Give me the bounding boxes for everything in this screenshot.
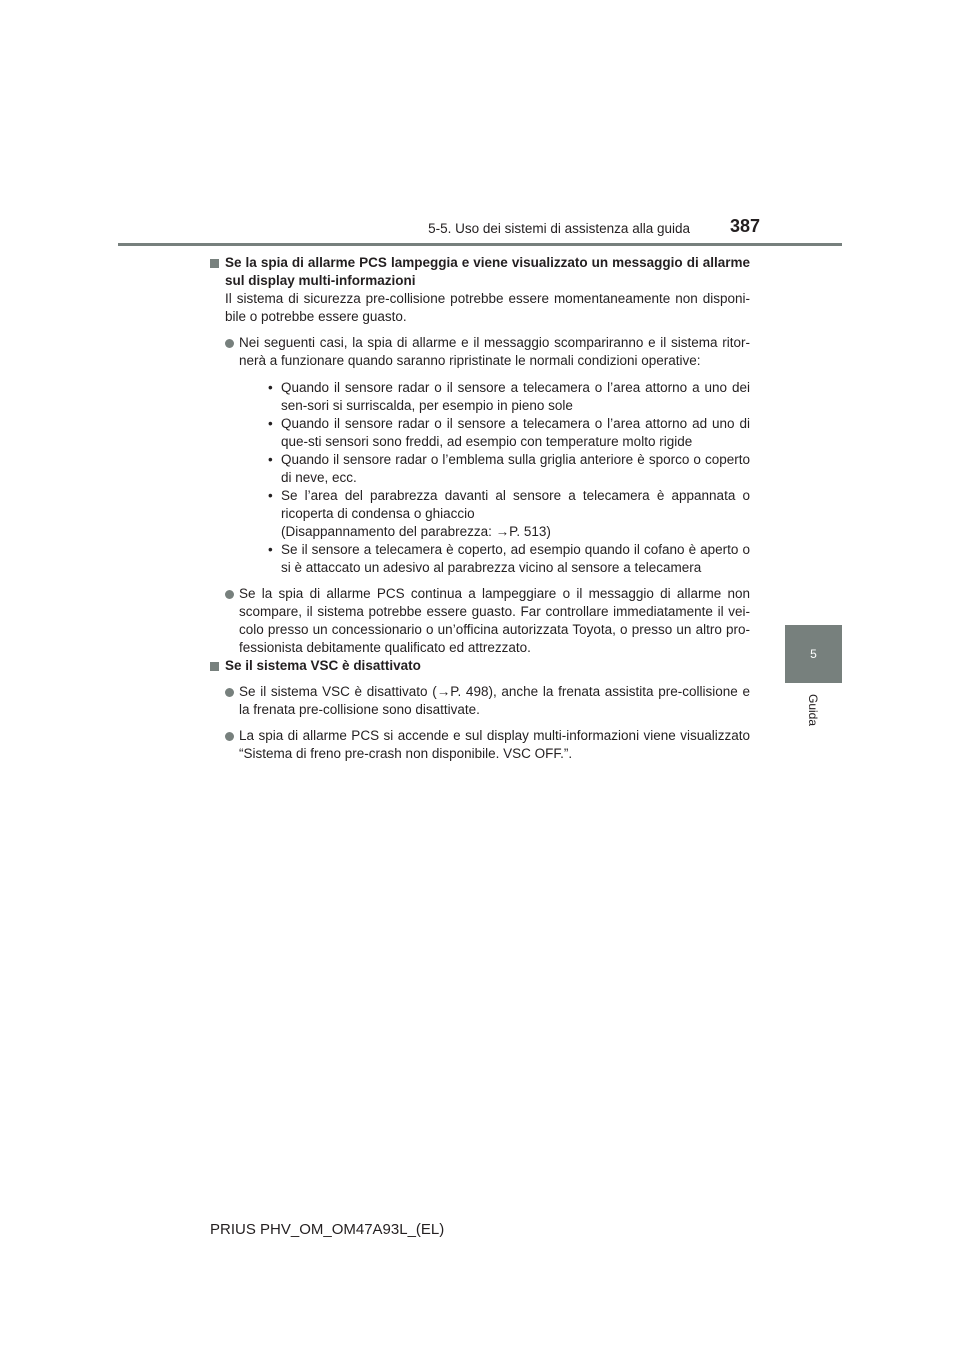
bullet-icon: • (268, 452, 273, 467)
sub-item (239, 451, 750, 487)
dot-item (210, 727, 750, 763)
sub-item-text: Se il sensore a telecamera è coperto, ad esempio quando il cofano è aperto o si è attaccato un adesivo al parabrezza vicino al sensore a telecamera (281, 542, 750, 575)
chapter-number: 5 (810, 647, 817, 661)
circle-bullet-icon (225, 688, 234, 697)
sub-item-text: Quando il sensore radar o il sensore a telecamera o l’area attorno a uno dei sen-sori si surriscalda, per esempio in pieno sole (281, 380, 750, 413)
sub-item (239, 487, 750, 541)
dot-item (210, 683, 750, 719)
bullet-icon: • (268, 542, 273, 557)
section-body: Il sistema di sicurezza pre-collisione potrebbe essere momentaneamente non disponi-bile o potrebbe essere guasto. (225, 291, 750, 324)
section-heading (210, 657, 750, 675)
bullet-icon: • (268, 416, 273, 431)
sub-list (239, 379, 750, 577)
dot-item (210, 334, 750, 577)
footer-manual-code: PRIUS PHV_OM_OM47A93L_(EL) (210, 1221, 445, 1238)
square-bullet-icon (210, 662, 219, 671)
dot-item-text: Se il sistema VSC è disattivato (→P. 498), anche la frenata assistita pre-collisione e la frenata pre-collisione sono disattivate. (239, 684, 750, 717)
circle-bullet-icon (225, 339, 234, 348)
section-heading-text: Se la spia di allarme PCS lampeggia e viene visualizzato un messaggio di allarme sul display multi-informazioni (225, 255, 750, 288)
section-heading (210, 254, 750, 290)
square-bullet-icon (210, 259, 219, 268)
section-heading-text: Se il sistema VSC è disattivato (225, 658, 421, 673)
bullet-icon: • (268, 488, 273, 503)
page-number: 387 (730, 216, 761, 236)
main-content (210, 254, 750, 763)
dot-item-text: Se la spia di allarme PCS continua a lampeggiare o il messaggio di allarme non scompare, il sistema potrebbe essere guasto. Far controllare immediatamente il vei-colo presso un concessionario o un’officina autorizzata Toyota, o presso un altro pro-fessionista debitamente qualificato ed attrezzato. (239, 586, 750, 655)
circle-bullet-icon (225, 590, 234, 599)
header-section-title: 5-5. Uso dei sistemi di assistenza alla guida (428, 221, 690, 236)
chapter-label-text: Guida (806, 693, 821, 727)
sub-item (239, 379, 750, 415)
dot-item-text: Nei seguenti casi, la spia di allarme e il messaggio scompariranno e il sistema ritor-nerà a funzionare quando saranno ripristinate le normali condizioni operative: (239, 335, 750, 368)
bullet-icon: • (268, 380, 273, 395)
chapter-label (785, 690, 842, 730)
sub-item-text: Quando il sensore radar o il sensore a telecamera o l’area attorno ad uno di que-sti sensori sono freddi, ad esempio con temperature molto rigide (281, 416, 750, 449)
sub-item-reference: (Disappannamento del parabrezza: →P. 513) (281, 524, 551, 539)
chapter-tab (785, 625, 842, 683)
sub-item (239, 415, 750, 451)
circle-bullet-icon (225, 732, 234, 741)
sub-item-text: Se l’area del parabrezza davanti al sensore a telecamera è appannata o ricoperta di condensa o ghiaccio (281, 488, 750, 521)
sub-item-text: Quando il sensore radar o l’emblema sulla griglia anteriore è sporco o coperto di neve, ecc. (281, 452, 750, 485)
dot-item (210, 585, 750, 657)
sub-item (239, 541, 750, 577)
header-rule (118, 243, 842, 246)
dot-item-text: La spia di allarme PCS si accende e sul display multi-informazioni viene visualizzato “Sistema di freno pre-crash non disponibile. VSC OFF.”. (239, 728, 750, 761)
